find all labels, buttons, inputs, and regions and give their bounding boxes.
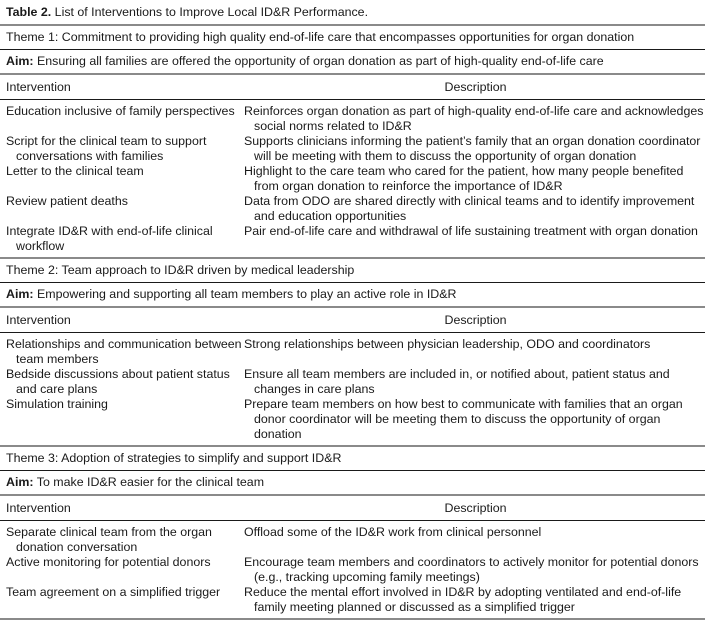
table-row (6, 367, 711, 397)
description-cell: Data from ODO are shared directly with clinical teams and to identify improvement and education opportunities (244, 194, 695, 223)
table-row (6, 164, 711, 194)
table-body (6, 100, 711, 257)
table-row (6, 134, 711, 164)
aim-label: Aim: (6, 287, 34, 301)
intervention-cell: Review patient deaths (6, 194, 128, 208)
description-cell: Strong relationships between physician leadership, ODO and coordinators (244, 337, 651, 351)
column-header-row (6, 496, 711, 520)
description-cell: Supports clinicians informing the patient’s family that an organ donation coordinator will be meeting with them to discuss the opportunity of organ donation (244, 134, 701, 163)
intervention-cell: Integrate ID&R with end-of-life clinical workflow (6, 224, 213, 253)
intervention-cell: Separate clinical team from the organ donation conversation (6, 525, 212, 554)
column-header-row (6, 75, 711, 99)
table-caption (6, 0, 711, 24)
aim-label: Aim: (6, 54, 34, 68)
aim-label: Aim: (6, 475, 34, 489)
aim-text: Empowering and supporting all team members to play an active role in ID&R (37, 287, 457, 301)
table-row (6, 194, 711, 224)
table-row (6, 104, 711, 134)
column-header-intervention: Intervention (6, 501, 71, 515)
description-cell: Offload some of the ID&R work from clinical personnel (244, 525, 542, 539)
column-header-description: Description (444, 313, 507, 327)
theme-title: Theme 2: Team approach to ID&R driven by medical leadership (6, 263, 355, 277)
theme-aim (6, 471, 711, 494)
aim-text: To make ID&R easier for the clinical team (36, 475, 265, 489)
description-cell: Ensure all team members are included in, or notified about, patient status and changes in care plans (244, 367, 670, 396)
table-row (6, 397, 711, 442)
table-body (6, 333, 711, 445)
intervention-cell: Relationships and communication between team members (6, 337, 242, 366)
description-cell: Prepare team members on how best to communicate with families that an organ donor coordinator will be meeting them to discuss the opportunity of organ donation (244, 397, 683, 441)
column-header-row (6, 308, 711, 332)
theme-title: Theme 1: Commitment to providing high quality end-of-life care that encompasses opportunities for organ donation (6, 30, 635, 44)
intervention-cell: Active monitoring for potential donors (6, 555, 211, 569)
description-cell: Reduce the mental effort involved in ID&R by adopting ventilated and end-of-life family meeting planned or discussed as a simplified trigger (244, 585, 682, 614)
description-cell: Pair end-of-life care and withdrawal of life sustaining treatment with organ donation (244, 224, 698, 238)
column-header-intervention: Intervention (6, 80, 71, 94)
aim-text: Ensuring all families are offered the opportunity of organ donation as part of high-quality end-of-life care (37, 54, 604, 68)
description-cell: Highlight to the care team who cared for the patient, how many people benefited from organ donation to reinforce the importance of ID&R (244, 164, 684, 193)
intervention-cell: Education inclusive of family perspectives (6, 104, 235, 118)
theme-aim (6, 50, 711, 73)
table-body (6, 521, 711, 618)
table-row (6, 555, 711, 585)
description-cell: Reinforces organ donation as part of high-quality end-of-life care and acknowledges social norms related to ID&R (244, 104, 704, 133)
column-header-description: Description (444, 80, 507, 94)
table-row (6, 224, 711, 254)
table-caption-label: Table 2. (6, 5, 52, 19)
column-header-description: Description (444, 501, 507, 515)
table-row (6, 525, 711, 555)
intervention-cell: Simulation training (6, 397, 108, 411)
intervention-cell: Bedside discussions about patient status and care plans (6, 367, 230, 396)
table-row (6, 337, 711, 367)
intervention-cell: Team agreement on a simplified trigger (6, 585, 221, 599)
table-row (6, 585, 711, 615)
intervention-cell: Script for the clinical team to support conversations with families (6, 134, 207, 163)
theme-aim (6, 283, 711, 306)
table-caption-title: List of Interventions to Improve Local ID&R Performance. (54, 5, 369, 19)
theme-title: Theme 3: Adoption of strategies to simplify and support ID&R (6, 451, 342, 465)
intervention-cell: Letter to the clinical team (6, 164, 144, 178)
column-header-intervention: Intervention (6, 313, 71, 327)
description-cell: Encourage team members and coordinators to actively monitor for potential donors (e.g., tracking upcoming family meetings) (244, 555, 699, 584)
